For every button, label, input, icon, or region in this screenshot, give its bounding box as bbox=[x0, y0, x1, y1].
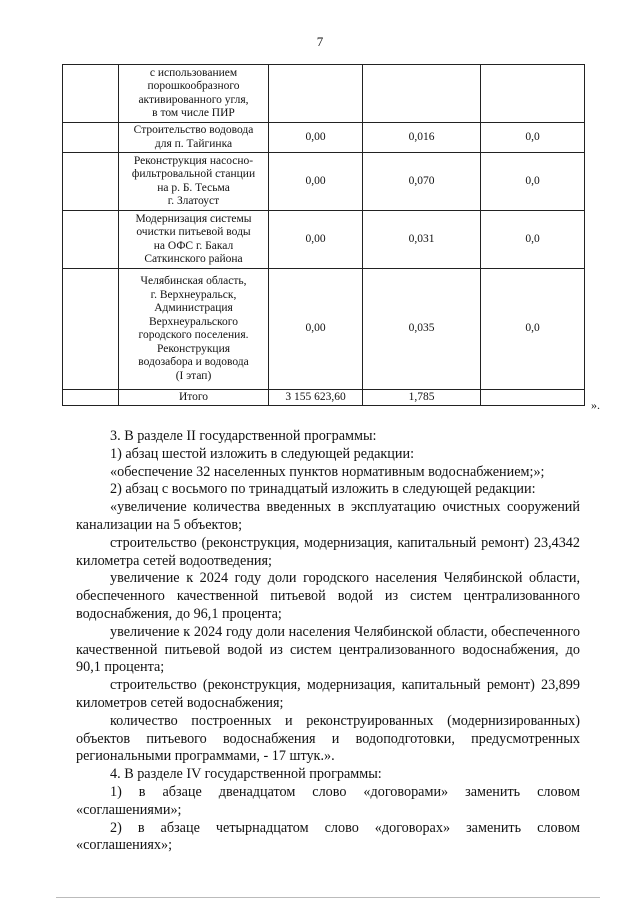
page-number: 7 bbox=[316, 34, 324, 49]
table-total-value: 3 155 623,60 bbox=[269, 390, 363, 406]
table-cell-name: с использованием порошкообразного активированного угля, в том числе ПИР bbox=[119, 65, 269, 123]
paragraph: увеличение к 2024 году доли населения Челябинской области, обеспеченного качественной питьевой водой из систем централизованного водоснабжения, до 90,1 процента; bbox=[76, 623, 580, 676]
table-cell-value: 0,070 bbox=[363, 153, 481, 211]
paragraph: «увеличение количества введенных в эксплуатацию очистных сооружений канализации на 5 объектов; bbox=[76, 499, 580, 533]
table-cell-value bbox=[481, 65, 585, 123]
paragraph: строительство (реконструкция, модернизация, капитальный ремонт) 23,4342 километра сетей водоотведения; bbox=[76, 534, 580, 569]
table-cell-name: Челябинская область, г. Верхнеуральск, Администрация Верхнеуральского городского поселения. Реконструкция водозабора и водовода (I этап) bbox=[119, 269, 269, 390]
table-closing-quote: ». bbox=[591, 398, 600, 412]
table-row bbox=[63, 211, 585, 269]
paragraph: 4. В разделе IV государственной программы: bbox=[110, 766, 382, 783]
table-row bbox=[63, 269, 585, 390]
table-total-label: Итого bbox=[119, 390, 269, 406]
table-cell-blank bbox=[63, 65, 119, 123]
table-total-value: 1,785 bbox=[363, 390, 481, 406]
table-cell-value: 0,016 bbox=[363, 123, 481, 153]
table-cell-value bbox=[269, 65, 363, 123]
table-cell-name: Строительство водовода для п. Тайгинка bbox=[119, 123, 269, 153]
table-cell-value: 0,00 bbox=[269, 153, 363, 211]
table-cell-blank bbox=[63, 153, 119, 211]
paragraph: увеличение к 2024 году доли городского населения Челябинской области, обеспеченного качественной питьевой водой из систем централизованного водоснабжения, до 96,1 процента; bbox=[76, 570, 580, 622]
paragraph: 1) абзац шестой изложить в следующей редакции: bbox=[110, 445, 415, 462]
table-cell-blank bbox=[63, 211, 119, 269]
table-cell-value: 0,00 bbox=[269, 269, 363, 390]
paragraph: 2) в абзаце четырнадцатом слово «договорах» заменить словом «соглашениях»; bbox=[76, 819, 580, 854]
paragraph: «обеспечение 32 населенных пунктов нормативным водоснабжением;»; bbox=[110, 463, 545, 480]
table-cell-value: 0,031 bbox=[363, 211, 481, 269]
table-cell-value: 0,035 bbox=[363, 269, 481, 390]
program-table bbox=[62, 64, 585, 406]
table-total-row bbox=[63, 390, 585, 406]
table-cell-value: 0,0 bbox=[481, 211, 585, 269]
table-cell-blank bbox=[63, 123, 119, 153]
paragraph: 3. В разделе II государственной программы: bbox=[110, 428, 377, 444]
table-cell-value: 0,00 bbox=[269, 123, 363, 153]
paragraph: 1) в абзаце двенадцатом слово «договорами» заменить словом «соглашениями»; bbox=[76, 783, 580, 818]
table-cell-value: 0,0 bbox=[481, 269, 585, 390]
table-cell-value: 0,0 bbox=[481, 123, 585, 153]
table-row bbox=[63, 153, 585, 211]
table-cell-value: 0,0 bbox=[481, 153, 585, 211]
table-row bbox=[63, 123, 585, 153]
table-cell-name: Реконструкция насосно- фильтровальной станции на р. Б. Тесьма г. Златоуст bbox=[119, 153, 269, 211]
table-cell-blank bbox=[63, 390, 119, 406]
table-cell-name: Модернизация системы очистки питьевой воды на ОФС г. Бакал Саткинского района bbox=[119, 211, 269, 269]
table-cell-blank bbox=[63, 269, 119, 390]
document-body bbox=[76, 428, 580, 855]
table-cell-value bbox=[363, 65, 481, 123]
paragraph: строительство (реконструкция, модернизация, капитальный ремонт) 23,899 километров сетей водоснабжения; bbox=[76, 677, 580, 711]
paragraph: количество построенных и реконструированных (модернизированных) объектов питьевого водоснабжения и водоподготовки, предусмотренных региональными программами, - 17 штук.». bbox=[76, 712, 580, 765]
footer-divider bbox=[56, 897, 600, 898]
table-total-value bbox=[481, 390, 585, 406]
table-row bbox=[63, 65, 585, 123]
table-cell-value: 0,00 bbox=[269, 211, 363, 269]
paragraph: 2) абзац с восьмого по тринадцатый изложить в следующей редакции: bbox=[110, 481, 536, 498]
